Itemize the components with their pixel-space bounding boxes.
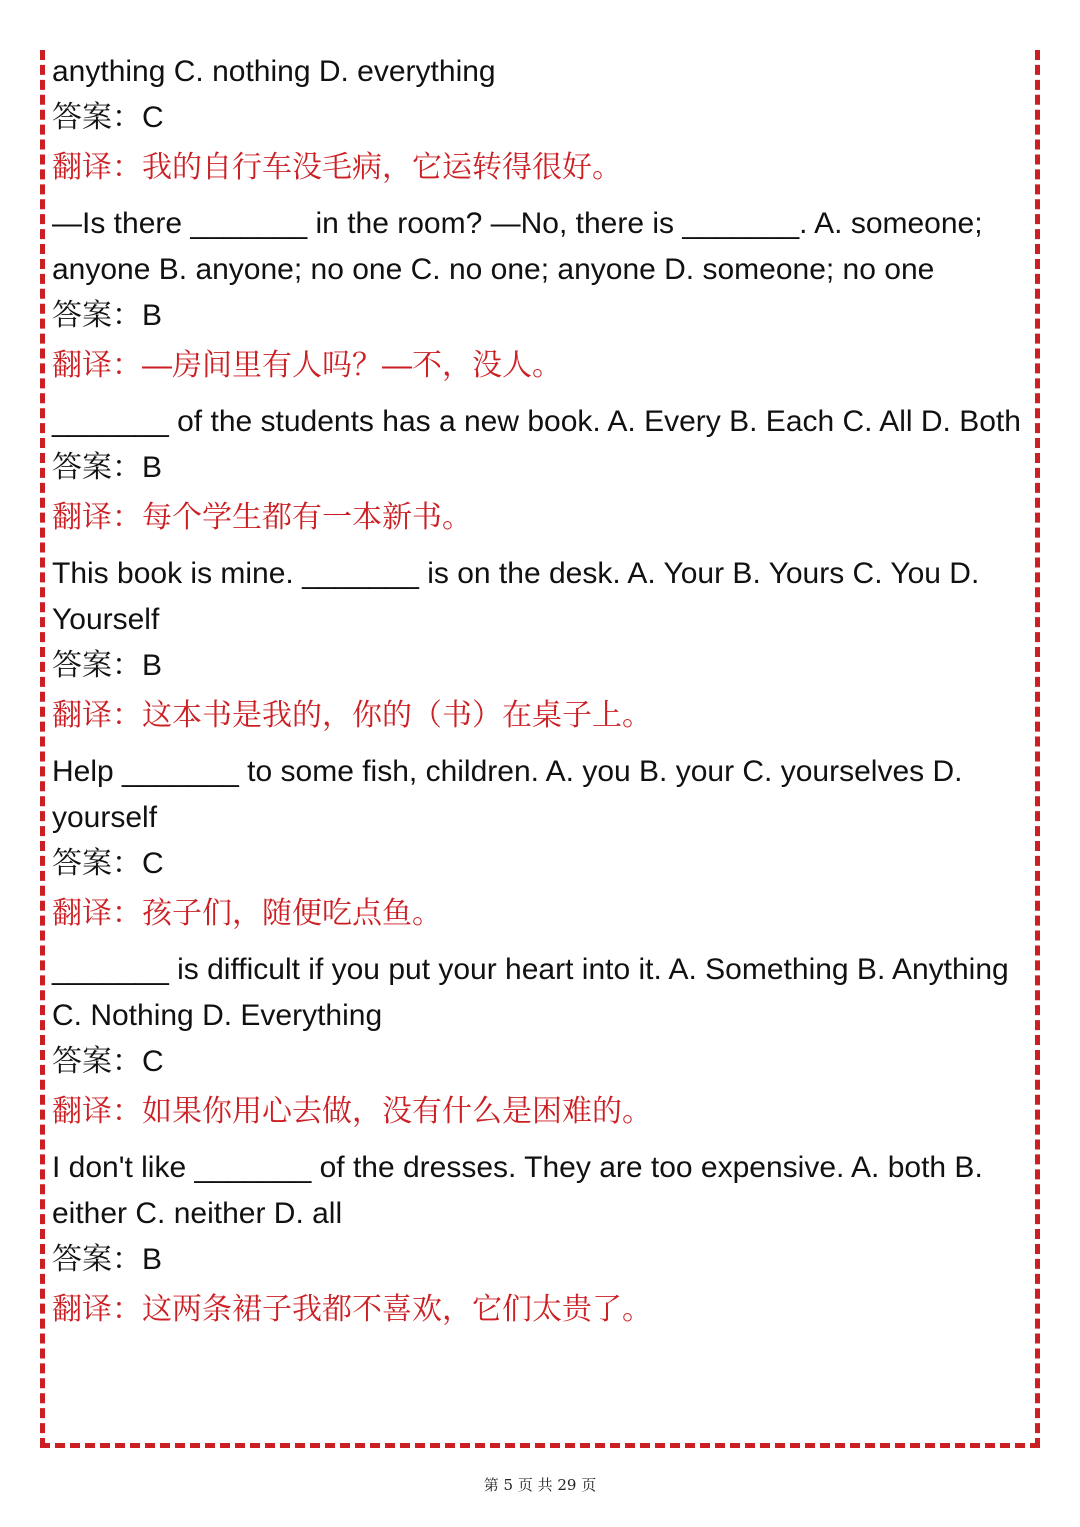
answer-text: 答案：B: [52, 299, 163, 332]
page-number-footer: 第 5 页 共 29 页: [483, 1476, 597, 1494]
question-text: —Is there _______ in the room? —No, there is _______. A. someone; anyone B. anyone; no one C. no one; anyone D. someone; no one: [52, 207, 983, 286]
question-block: [52, 399, 1042, 545]
answer-text: 答案：C: [52, 1045, 164, 1078]
translation-text: 翻译：我的自行车没毛病，它运转得很好。: [52, 151, 622, 184]
question-text: _______ of the students has a new book. A. Every B. Each C. All D. Both: [52, 405, 1021, 438]
translation-text: 翻译：这两条裙子我都不喜欢，它们太贵了。: [52, 1293, 652, 1326]
answer-text: 答案：C: [52, 847, 164, 880]
answer-text: 答案：C: [52, 101, 164, 134]
question-block: [52, 49, 1042, 195]
translation-text: 翻译：孩子们，随便吃点鱼。: [52, 897, 442, 930]
question-block: [52, 749, 1042, 941]
question-text: Help _______ to some fish, children. A. you B. your C. yourselves D. yourself: [52, 755, 963, 834]
question-text: This book is mine. _______ is on the desk. A. Your B. Yours C. You D. Yourself: [52, 557, 980, 636]
question-block: [52, 1145, 1042, 1337]
question-block: [52, 947, 1042, 1139]
question-text: _______ is difficult if you put your heart into it. A. Something B. Anything C. Nothing D. Everything: [52, 953, 1009, 1032]
question-text: I don't like _______ of the dresses. They are too expensive. A. both B. either C. neither D. all: [52, 1151, 983, 1230]
translation-text: 翻译：—房间里有人吗？—不，没人。: [52, 349, 562, 382]
translation-text: 翻译：这本书是我的，你的（书）在桌子上。: [52, 699, 652, 732]
question-list: [52, 49, 1042, 1337]
question-block: [52, 201, 1042, 393]
question-text: anything C. nothing D. everything: [52, 55, 496, 88]
translation-text: 翻译：如果你用心去做，没有什么是困难的。: [52, 1095, 652, 1128]
answer-text: 答案：B: [52, 649, 163, 682]
translation-text: 翻译：每个学生都有一本新书。: [52, 501, 472, 534]
question-block: [52, 551, 1042, 743]
answer-text: 答案：B: [52, 1243, 163, 1276]
answer-text: 答案：B: [52, 451, 163, 484]
